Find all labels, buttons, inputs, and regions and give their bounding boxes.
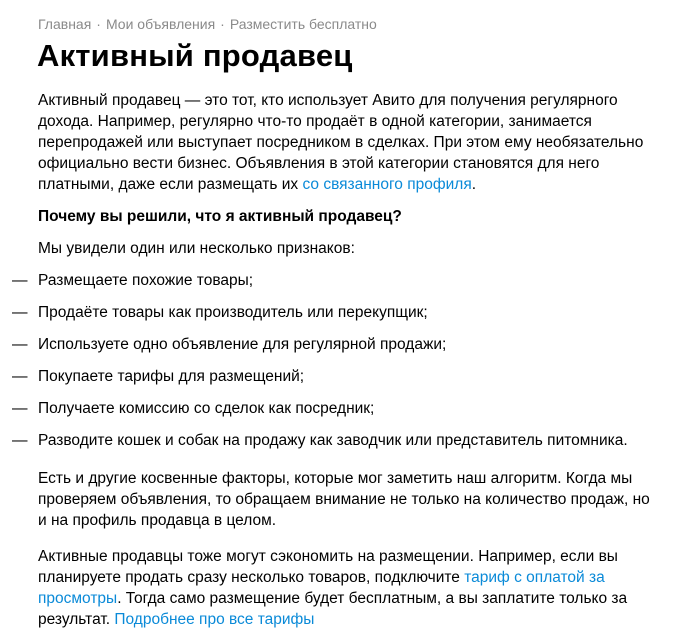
list-item [0, 366, 700, 387]
intro-paragraph [38, 90, 658, 195]
signs-list [0, 270, 700, 462]
breadcrumb-my-ads[interactable]: Мои объявления [105, 16, 216, 32]
sign-text: Размещаете похожие товары; [38, 272, 254, 289]
list-item [0, 430, 700, 451]
list-item [0, 334, 700, 355]
breadcrumb [38, 16, 377, 32]
sign-text: Разводите кошек и собак на продажу как заводчик или представитель питомника. [38, 432, 628, 449]
tariff-views-link[interactable]: тариф с оплатой за просмотры [38, 569, 605, 607]
dash-bullet: — [12, 272, 28, 289]
list-item [0, 398, 700, 419]
all-tariffs-link[interactable]: Подробнее про все тарифы [114, 611, 315, 628]
intro-end: . [471, 176, 477, 193]
breadcrumb-home[interactable]: Главная [38, 16, 92, 32]
intro-text: Активный продавец — это тот, кто использует Авито для получения регулярного дохода. Например, регулярно что-то продаёт в одной категории, занимается перепродажей или выступает посредником в сделках. При этом ему необязательно официально вести бизнес. Объявления в этой категории становятся для него платными, даже если размещать их [38, 92, 644, 193]
question-heading: Почему вы решили, что я активный продавец? [38, 208, 402, 225]
other-factors-paragraph: Есть и другие косвенные факторы, которые мог заметить наш алгоритм. Когда мы проверяем объявления, то обращаем внимание не только на количество продаж, но и на профиль продавца в целом. [38, 470, 650, 529]
breadcrumb-separator: · [220, 16, 225, 32]
dash-bullet: — [12, 400, 28, 417]
dash-bullet: — [12, 368, 28, 385]
signs-lead-text: Мы увидели один или несколько признаков: [38, 240, 355, 257]
dash-bullet: — [12, 336, 28, 353]
sign-text: Покупаете тарифы для размещений; [38, 368, 305, 385]
list-item [0, 302, 700, 323]
sign-text: Получаете комиссию со сделок как посредник; [38, 400, 375, 417]
sign-text: Используете одно объявление для регулярной продажи; [38, 336, 447, 353]
sign-text: Продаёте товары как производитель или перекупщик; [38, 304, 428, 321]
savings-text-before: Активные продавцы тоже могут сэкономить на размещении. Например, если вы планируете продать сразу несколько товаров, подключите [38, 548, 618, 586]
dash-bullet: — [12, 432, 28, 449]
list-item [0, 270, 700, 291]
page-title: Активный продавец [37, 38, 353, 73]
linked-profile-link[interactable]: со связанного профиля [302, 176, 472, 193]
dash-bullet: — [12, 304, 28, 321]
savings-text-after: . Тогда само размещение будет бесплатным, а вы заплатите только за результат. [38, 590, 628, 628]
breadcrumb-separator: · [96, 16, 101, 32]
savings-paragraph [38, 546, 658, 630]
breadcrumb-post-free[interactable]: Разместить бесплатно [229, 16, 377, 32]
